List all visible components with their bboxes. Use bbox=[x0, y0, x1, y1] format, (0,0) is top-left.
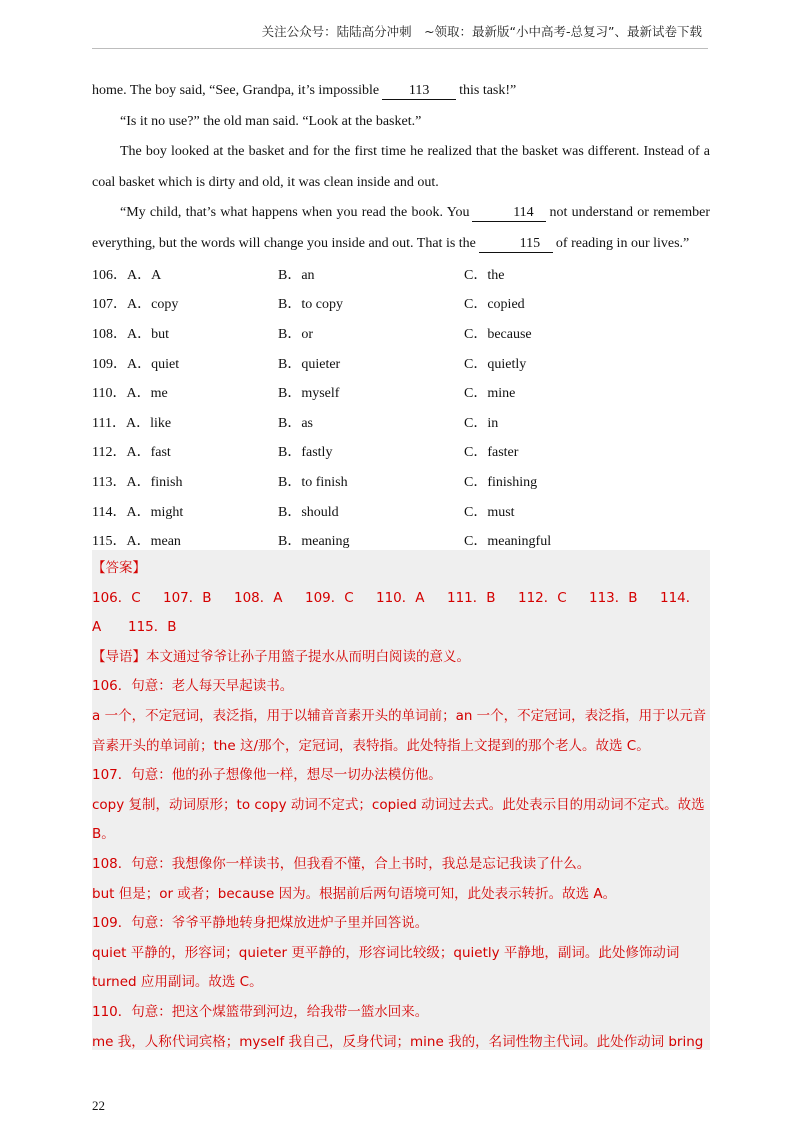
option-row bbox=[92, 289, 710, 319]
option-b: B．or bbox=[278, 326, 313, 342]
answer-heading: 【答案】 bbox=[92, 560, 146, 576]
option-b: B．as bbox=[278, 415, 313, 431]
explanation-107-detail: copy 复制，动词原形；to copy 动词不定式；copied 动词过去式。此处表示目的用动词不定式。故选B。 bbox=[92, 796, 705, 843]
option-row bbox=[92, 437, 710, 467]
explanation-109-detail: quiet 平静的，形容词；quieter 更平静的，形容词比较级；quietly 平静地，副词。此处修饰动词turned 应用副词。故选 C。 bbox=[92, 944, 680, 991]
options-list bbox=[92, 259, 710, 555]
question-number: 109． bbox=[92, 356, 127, 372]
option-b: B．an bbox=[278, 267, 315, 283]
option-row bbox=[92, 407, 710, 437]
question-number: 107． bbox=[92, 297, 127, 313]
option-c: C．must bbox=[464, 504, 515, 520]
option-a bbox=[92, 264, 278, 284]
option-a-text: A．me bbox=[126, 386, 168, 402]
option-a-text: A．copy bbox=[127, 297, 179, 313]
blank-115: 115 bbox=[479, 236, 553, 253]
passage-paragraph-3: The boy looked at the basket and for the first time he realized that the basket was different. Instead of a coal basket which is dirty and old, it was clean inside and out. bbox=[92, 144, 710, 190]
option-a-text: A．but bbox=[127, 326, 169, 342]
answer-keys-row-1 bbox=[92, 584, 710, 614]
question-number: 106． bbox=[92, 267, 127, 283]
answer-key: 114． bbox=[660, 589, 700, 606]
option-c: C．mine bbox=[464, 386, 516, 402]
passage-text: of reading in our lives.” bbox=[555, 235, 690, 251]
option-b: B．meaning bbox=[278, 534, 350, 550]
option-a-text: A．fast bbox=[126, 445, 171, 461]
question-number: 113． bbox=[92, 474, 127, 490]
answer-key: 107．B bbox=[163, 589, 212, 606]
answer-key: A bbox=[92, 619, 102, 636]
answer-key: 108．A bbox=[234, 589, 283, 606]
option-row bbox=[92, 466, 710, 496]
explanation-107-question: 107．句意：他的孙子想像他一样，想尽一切办法模仿他。 bbox=[92, 767, 442, 784]
answer-key: 109．C bbox=[305, 589, 354, 606]
passage-text: home. The boy said, “See, Grandpa, it’s impossible bbox=[92, 83, 380, 98]
guide-text: 【导语】本文通过爷爷让孙子用篮子提水从而明白阅读的意义。 bbox=[92, 648, 470, 665]
option-a bbox=[92, 412, 278, 432]
answer-key: 110．A bbox=[376, 589, 425, 606]
option-row bbox=[92, 377, 710, 407]
passage-paragraph-2: “Is it no use?” the old man said. “Look at the basket.” bbox=[120, 113, 422, 129]
passage-text: this task!” bbox=[459, 83, 517, 98]
answer-key: 106．C bbox=[92, 589, 141, 606]
explanation-110-question: 110．句意：把这个煤篮带到河边，给我带一篮水回来。 bbox=[92, 1003, 429, 1020]
option-row bbox=[92, 318, 710, 348]
passage-paragraph-4 bbox=[92, 198, 710, 259]
answer-key: 111．B bbox=[447, 589, 496, 606]
question-number: 110． bbox=[92, 386, 127, 402]
option-b: B．myself bbox=[278, 386, 340, 402]
option-a-text: A．finish bbox=[126, 474, 183, 490]
explanation-109-question: 109．句意：爷爷平静地转身把煤放进炉子里并回答说。 bbox=[92, 915, 429, 932]
header-divider bbox=[92, 48, 708, 49]
explanation-108-detail: but 但是；or 或者；because 因为。根据前后两句语境可知，此处表示转折。故选 A。 bbox=[92, 885, 617, 902]
option-a bbox=[92, 353, 278, 373]
passage-paragraph-1 bbox=[92, 76, 710, 107]
answer-key: 115．B bbox=[128, 619, 177, 636]
option-a bbox=[92, 382, 278, 402]
option-c: C．meaningful bbox=[464, 534, 552, 550]
option-a bbox=[92, 293, 278, 313]
option-c: C．copied bbox=[464, 297, 525, 313]
option-b: B．quieter bbox=[278, 356, 341, 372]
answer-key: 112．C bbox=[518, 589, 567, 606]
option-b: B．fastly bbox=[278, 445, 333, 461]
option-b: B．to finish bbox=[278, 474, 348, 490]
option-b: B．to copy bbox=[278, 297, 343, 313]
option-row bbox=[92, 259, 710, 289]
question-number: 108． bbox=[92, 326, 127, 342]
passage-text: “My child, that’s what happens when you read the book. You bbox=[120, 205, 470, 220]
page-header: 关注公众号：陆陆高分冲刺 ~领取：最新版“小中高考-总复习”、最新试卷下载 bbox=[261, 24, 702, 39]
blank-113: 113 bbox=[382, 83, 456, 100]
option-a bbox=[92, 323, 278, 343]
option-a bbox=[92, 501, 278, 521]
option-a bbox=[92, 471, 278, 491]
blank-114: 114 bbox=[472, 205, 546, 222]
question-number: 114． bbox=[92, 504, 127, 520]
option-a bbox=[92, 441, 278, 461]
passage bbox=[92, 76, 710, 555]
option-a-text: A．like bbox=[125, 415, 172, 431]
option-a-text: A．might bbox=[126, 504, 184, 520]
option-a-text: A．A bbox=[127, 267, 162, 283]
option-a-text: A．quiet bbox=[127, 356, 180, 372]
option-c: C．in bbox=[464, 415, 499, 431]
explanation-106-question: 106．句意：老人每天早起读书。 bbox=[92, 678, 294, 695]
option-c: C．because bbox=[464, 326, 532, 342]
question-number: 115． bbox=[92, 534, 127, 550]
option-b: B．should bbox=[278, 504, 339, 520]
option-row bbox=[92, 348, 710, 378]
question-number: 111． bbox=[92, 415, 126, 431]
passage-text: not understand or remember everything, but the words will change you inside and out. That is the bbox=[92, 205, 710, 251]
answer-keys-row-2 bbox=[92, 613, 710, 643]
explanation-110-detail: me 我，人称代词宾格；myself 我自己，反身代词；mine 我的，名词性物主代词。此处作动词 bring bbox=[92, 1033, 704, 1050]
option-a bbox=[92, 530, 278, 550]
option-c: C．faster bbox=[464, 445, 519, 461]
explanation-106-detail: a 一个，不定冠词，表泛指，用于以辅音音素开头的单词前；an 一个，不定冠词，表泛指，用于以元音音素开头的单词前；the 这/那个，定冠词，表特指。此处特指上文提到的那个老人。故选 C。 bbox=[92, 707, 707, 754]
answer-section bbox=[92, 554, 710, 1057]
option-c: C．finishing bbox=[464, 474, 538, 490]
option-c: C．the bbox=[464, 267, 505, 283]
option-a-text: A．mean bbox=[126, 534, 181, 550]
question-number: 112． bbox=[92, 445, 127, 461]
option-row bbox=[92, 496, 710, 526]
answer-key: 113．B bbox=[589, 589, 638, 606]
explanation-108-question: 108．句意：我想像你一样读书，但我看不懂，合上书时，我总是忘记我读了什么。 bbox=[92, 855, 591, 872]
option-c: C．quietly bbox=[464, 356, 527, 372]
page-number: 22 bbox=[92, 1098, 105, 1113]
